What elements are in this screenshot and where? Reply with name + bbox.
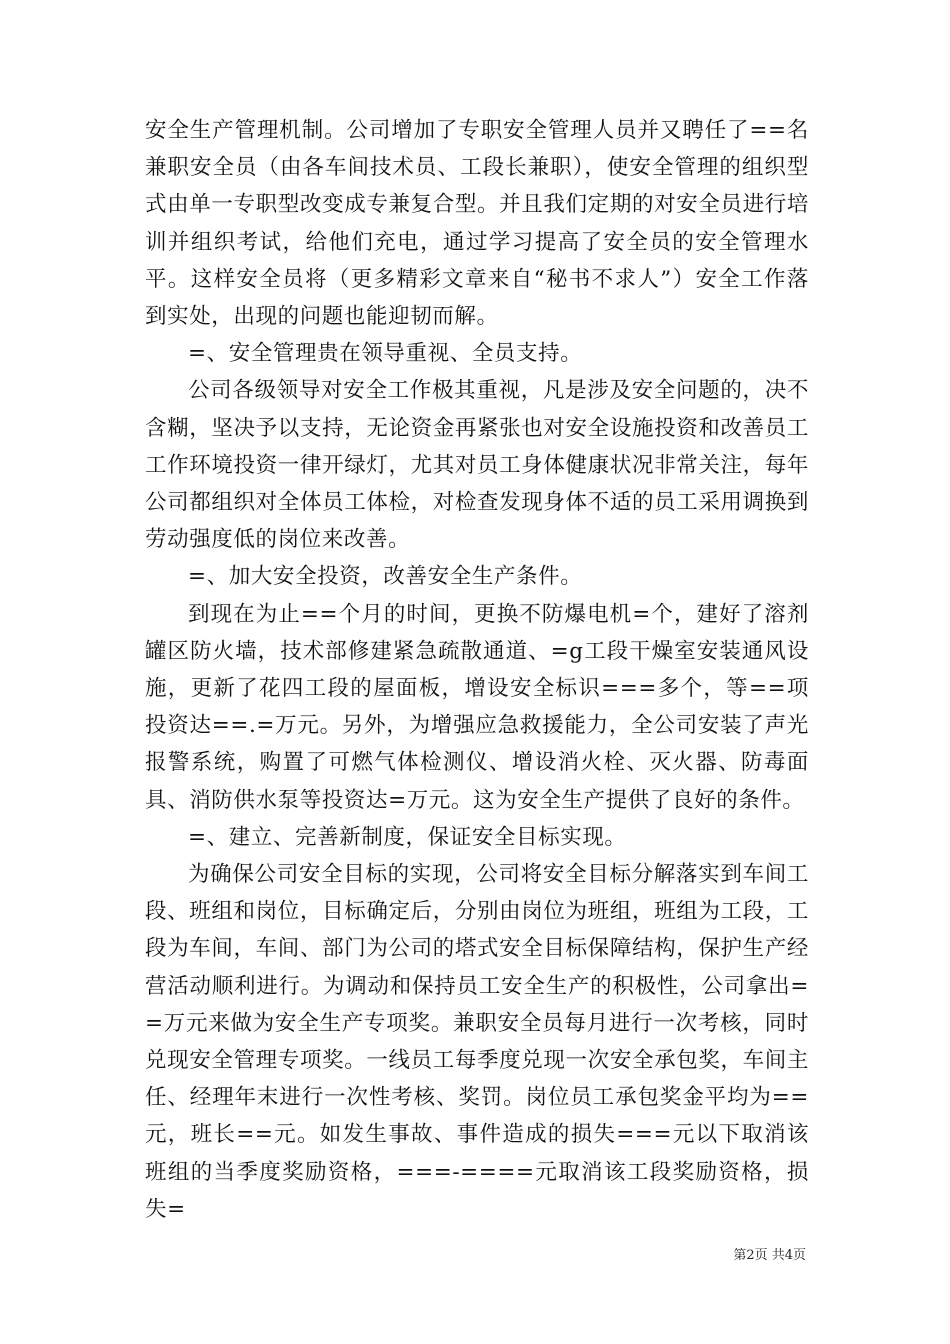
page-number-footer: 第2页 共4页 — [733, 1248, 806, 1263]
paragraph-leadership-support: 公司各级领导对安全工作极其重视，凡是涉及安全问题的，决不含糊，坚决予以支持，无论资金再紧张也对安全设施投资和改善员工工作环境投资一律开绿灯，尤其对员工身体健康状况非常关注，每年公司都组织对全体员工体检，对检查发现身体不适的员工采用调换到劳动强度低的岗位来改善。 — [145, 378, 809, 553]
section-heading-leadership: =、安全管理贵在领导重视、全员支持。 — [188, 341, 583, 367]
section-heading-new-system: =、建立、完善新制度，保证安全目标实现。 — [188, 824, 627, 850]
paragraph-management-mechanism: 安全生产管理机制。公司增加了专职安全管理人员并又聘任了==名兼职安全员（由各车间技术员、工段长兼职），使安全管理的组织型式由单一专职型改变成专兼复合型。并且我们定期的对安全员进行培训并组织考试，给他们充电，通过学习提高了安全员的安全管理水平。这样安全员将（更多精彩文章来自“秘书不求人”）安全工作落到实处，出现的问题也能迎韧而解。 — [145, 118, 809, 330]
document-body — [145, 112, 809, 1228]
paragraph-safety-investment: 到现在为止==个月的时间，更换不防爆电机=个，建好了溶剂罐区防火墙，技术部修建紧急疏散通道、=g工段干燥室安装通风设施，更新了花四工段的屋面板，增设安全标识===多个，等==项投资达==.=万元。另外，为增强应急救援能力，全公司安装了声光报警系统，购置了可燃气体检测仪、增设消火栓、灭火器、防毒面具、消防供水泵等投资达=万元。这为安全生产提供了良好的条件。 — [145, 601, 809, 813]
section-heading-investment: =、加大安全投资，改善安全生产条件。 — [188, 564, 583, 590]
paragraph-safety-targets: 为确保公司安全目标的实现，公司将安全目标分解落实到车间工段、班组和岗位，目标确定后，分别由岗位为班组，班组为工段，工段为车间，车间、部门为公司的塔式安全目标保障结构，保护生产经营活动顺利进行。为调动和保持员工安全生产的积极性，公司拿出==万元来做为安全生产专项奖。兼职安全员每月进行一次考核，同时兑现安全管理专项奖。一线员工每季度兑现一次安全承包奖，车间主任、经理年末进行一次性考核、奖罚。岗位员工承包奖金平均为==元，班长==元。如发生事故、事件造成的损失===元以下取消该班组的当季度奖励资格，===-====元取消该工段奖励资格，损失= — [145, 862, 809, 1222]
